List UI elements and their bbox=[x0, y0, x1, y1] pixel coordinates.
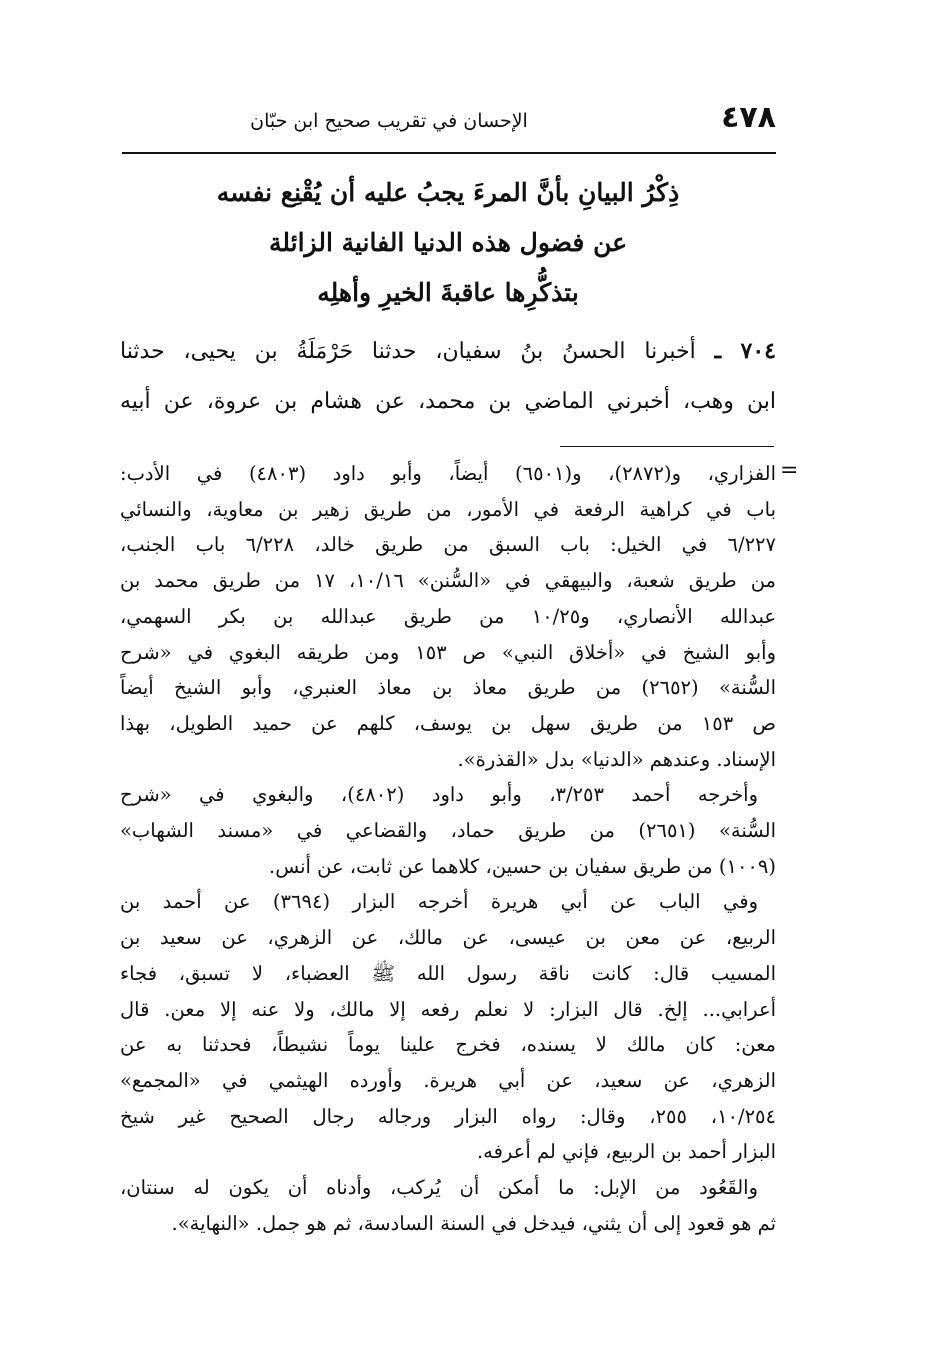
footnote-line: الفزاري، و(٢٨٧٢)، و(٦٥٠١) أيضاً، وأبو داود (٤٨٠٣) في الأدب: bbox=[120, 462, 776, 485]
footnote-line: معن: كان مالك لا يسنده، فخرج علينا يوماً نشيطاً، فحدثنا به عن bbox=[120, 1033, 776, 1057]
footnote-line: ٦/٢٢٧ في الخيل: باب السبق من طريق خالد، ٦/٢٢٨ باب الجنب، bbox=[120, 533, 776, 557]
hadith-line-text: أخبرنا الحسنُ بنُ سفيان، حدثنا حَرْمَلَةُ بن يحيى، حدثنا bbox=[120, 339, 696, 364]
continuation-mark: = bbox=[780, 458, 799, 483]
footnote-line: الربيع، عن معن بن عيسى، عن مالك، عن الزهري، عن سعيد بن bbox=[120, 926, 776, 950]
footnote-line: وأخرجه أحمد ٣/٢٥٣، وأبو داود (٤٨٠٢)، والبغوي في «شرح bbox=[120, 783, 758, 807]
chapter-title bbox=[120, 168, 776, 318]
footnote-line: ١٠/٢٥٤، ٢٥٥، وقال: رواه البزار ورجاله رجال الصحيح غير شيخ bbox=[120, 1104, 776, 1128]
footnote-line: من طريق شعبة، والبيهقي في «السُّنن» ١٠/١٦، ١٧ من طريق محمد بن bbox=[120, 569, 776, 593]
footnote-line: الإسناد. وعندهم «الدنيا» بدل «القذرة». bbox=[457, 747, 776, 771]
page-header bbox=[122, 100, 776, 140]
hadith-text bbox=[120, 326, 776, 427]
footnote-line: والقَعُود من الإبل: ما أمكن أن يُركب، وأدناه أن يكون له سنتان، bbox=[120, 1176, 758, 1200]
hadith-number: ٧٠٤ ـ bbox=[714, 338, 776, 364]
hadith-line bbox=[120, 326, 776, 377]
footnotes bbox=[120, 456, 776, 1241]
footnote-line: السُّنة» (٢٦٥٢) من طريق معاذ بن معاذ العنبري، وأبو الشيخ أيضاً bbox=[120, 676, 776, 700]
footnote-line: عبدالله الأنصاري، و١٠/٢٥ من طريق عبدالله بن بكر السهمي، bbox=[120, 604, 776, 628]
footnote-line: وأبو الشيخ في «أخلاق النبي» ص ١٥٣ ومن طريقه البغوي في «شرح bbox=[120, 640, 776, 664]
page-number: ٤٧٨ bbox=[721, 100, 776, 135]
footnote-line: السُّنة» (٢٦٥١) من طريق حماد، والقضاعي في «مسند الشهاب» bbox=[120, 819, 776, 843]
footnote-line: وفي الباب عن أبي هريرة أخرجه البزار (٣٦٩٤) عن أحمد بن bbox=[120, 890, 758, 914]
footnote-separator bbox=[560, 446, 774, 447]
footnote-line: (١٠٠٩) من طريق سفيان بن حسين، كلاهما عن ثابت، عن أنس. bbox=[269, 854, 776, 878]
running-title: الإحسان في تقريب صحيح ابن حبّان bbox=[250, 110, 528, 132]
footnote-line: البزار أحمد بن الربيع، فإني لم أعرفه. bbox=[476, 1140, 776, 1164]
footnote-line: الزهري، عن سعيد، عن أبي هريرة. وأورده الهيثمي في «المجمع» bbox=[120, 1068, 776, 1092]
footnote-line: ص ١٥٣ من طريق سهل بن يوسف، كلهم عن حميد الطويل، بهذا bbox=[120, 711, 776, 735]
chapter-title-line: ذِكْرُ البيانِ بأنَّ المرءَ يجبُ عليه أن يُقْنِع نفسه bbox=[216, 178, 680, 207]
hadith-line: ابن وهب، أخبرني الماضي بن محمد، عن هشام بن عروة، عن أبيه bbox=[120, 389, 776, 414]
footnote-line: باب في كراهية الرفعة في الأمور، من طريق زهير بن معاوية، والنسائي bbox=[120, 497, 776, 521]
footnote-line: أعرابي... إلخ. قال البزار: لا نعلم رفعه إلا مالك، ولا عنه إلا معن. قال bbox=[120, 997, 776, 1021]
footnote-line: ثم هو قعود إلى أن يثني، فيدخل في السنة السادسة، ثم هو جمل. «النهاية». bbox=[171, 1211, 776, 1235]
header-rule bbox=[122, 152, 776, 154]
chapter-title-line: بتذكُّرِها عاقبةَ الخيرِ وأهلِه bbox=[317, 278, 579, 307]
chapter-title-line: عن فضول هذه الدنيا الفانية الزائلة bbox=[268, 228, 628, 257]
footnote-line: المسيب قال: كانت ناقة رسول الله ﷺ العضباء، لا تسبق، فجاء bbox=[120, 961, 776, 985]
